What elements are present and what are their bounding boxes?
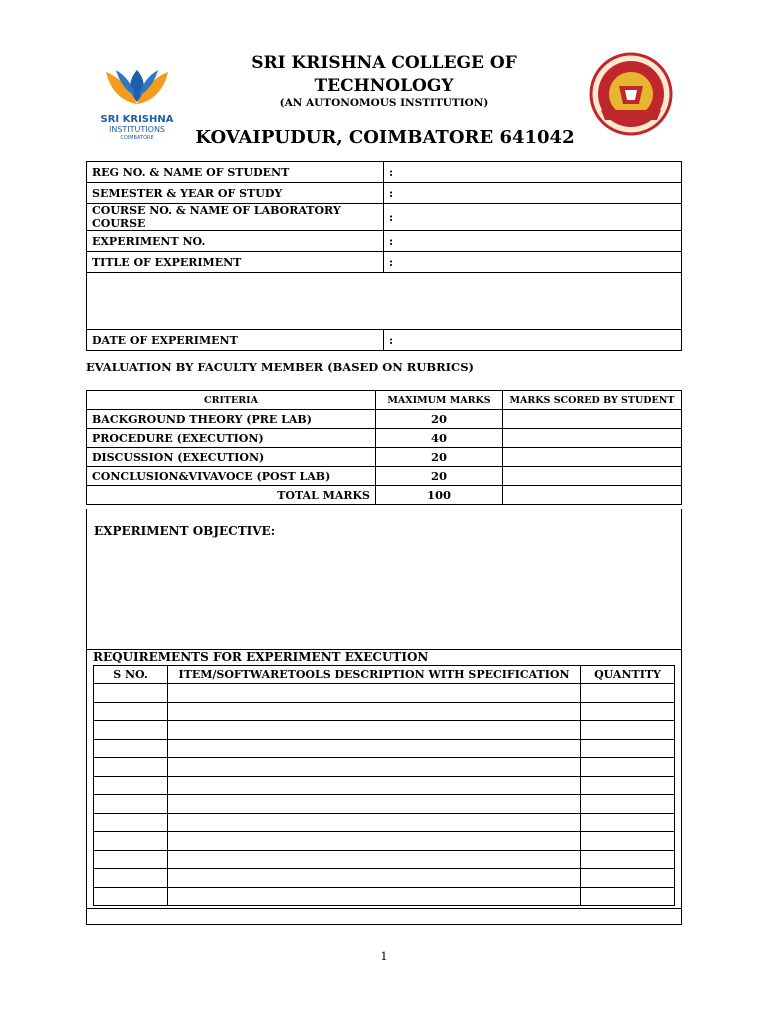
table-row [94, 813, 675, 832]
description-field[interactable] [168, 887, 581, 906]
page-number: 1 [380, 950, 388, 963]
max-marks-cell: 20 [376, 410, 503, 429]
criteria-cell: DISCUSSION (EXECUTION) [87, 448, 376, 467]
quantity-field[interactable] [581, 887, 675, 906]
table-row [94, 758, 675, 777]
table-row [94, 684, 675, 703]
info-label: TITLE OF EXPERIMENT [87, 252, 384, 273]
sno-field[interactable] [94, 887, 168, 906]
table-header-row [87, 391, 682, 410]
description-field[interactable] [168, 795, 581, 814]
sno-field[interactable] [94, 832, 168, 851]
sno-field[interactable] [94, 776, 168, 795]
description-field[interactable] [168, 739, 581, 758]
quantity-field[interactable] [581, 795, 675, 814]
college-name-line2: TECHNOLOGY [314, 76, 454, 96]
table-row [94, 739, 675, 758]
sno-field[interactable] [94, 869, 168, 888]
requirements-heading: REQUIREMENTS FOR EXPERIMENT EXECUTION [93, 650, 429, 664]
table-row [94, 850, 675, 869]
student-info-table [86, 161, 682, 351]
description-field[interactable] [168, 758, 581, 777]
description-field[interactable] [168, 684, 581, 703]
description-field[interactable] [168, 869, 581, 888]
requirements-bottom-divider [86, 908, 682, 909]
table-row [94, 702, 675, 721]
total-scored-field[interactable] [503, 486, 682, 505]
table-row [87, 231, 682, 252]
table-row [87, 467, 682, 486]
criteria-cell: PROCEDURE (EXECUTION) [87, 429, 376, 448]
sno-field[interactable] [94, 739, 168, 758]
info-value-field[interactable]: : [384, 162, 682, 183]
title-continuation-row [87, 273, 682, 330]
description-field[interactable] [168, 832, 581, 851]
college-name-line1: SRI KRISHNA COLLEGE OF [251, 53, 517, 73]
table-row [94, 776, 675, 795]
sno-field[interactable] [94, 850, 168, 869]
scored-marks-field[interactable] [503, 448, 682, 467]
quantity-field[interactable] [581, 850, 675, 869]
description-field[interactable] [168, 776, 581, 795]
info-value-field[interactable]: : [384, 330, 682, 351]
scored-marks-field[interactable] [503, 410, 682, 429]
table-row [87, 183, 682, 204]
description-field[interactable] [168, 702, 581, 721]
quantity-field[interactable] [581, 721, 675, 740]
table-header-row [94, 666, 675, 684]
table-row [87, 429, 682, 448]
total-marks-value: 100 [376, 486, 503, 505]
scored-marks-field[interactable] [503, 467, 682, 486]
info-label: REG NO. & NAME OF STUDENT [87, 162, 384, 183]
title-continuation-field[interactable] [87, 273, 682, 330]
evaluation-table [86, 390, 682, 505]
total-marks-label: TOTAL MARKS [87, 486, 376, 505]
description-field[interactable] [168, 813, 581, 832]
sno-field[interactable] [94, 758, 168, 777]
column-header: ITEM/SOFTWARETOOLS DESCRIPTION WITH SPECIFICATION [168, 666, 581, 684]
table-row [94, 887, 675, 906]
column-header: MAXIMUM MARKS [376, 391, 503, 410]
quantity-field[interactable] [581, 832, 675, 851]
logo-sub: INSTITUTIONS [108, 125, 166, 134]
quantity-field[interactable] [581, 869, 675, 888]
logo-name: SRI KRISHNA [100, 114, 174, 125]
info-value-field[interactable]: : [384, 252, 682, 273]
info-label: DATE OF EXPERIMENT [87, 330, 384, 351]
table-row [87, 410, 682, 429]
quantity-field[interactable] [581, 813, 675, 832]
quantity-field[interactable] [581, 758, 675, 777]
description-field[interactable] [168, 721, 581, 740]
objective-label: EXPERIMENT OBJECTIVE: [94, 524, 276, 538]
quantity-field[interactable] [581, 776, 675, 795]
college-seal [585, 52, 677, 140]
table-row [94, 795, 675, 814]
table-row [87, 162, 682, 183]
requirements-table [93, 665, 675, 906]
description-field[interactable] [168, 850, 581, 869]
table-row [87, 252, 682, 273]
table-row [94, 721, 675, 740]
quantity-field[interactable] [581, 739, 675, 758]
column-header: S NO. [94, 666, 168, 684]
max-marks-cell: 40 [376, 429, 503, 448]
scored-marks-field[interactable] [503, 429, 682, 448]
sno-field[interactable] [94, 684, 168, 703]
table-row [87, 448, 682, 467]
sno-field[interactable] [94, 702, 168, 721]
sno-field[interactable] [94, 795, 168, 814]
info-value-field[interactable]: : [384, 204, 682, 231]
quantity-field[interactable] [581, 702, 675, 721]
quantity-field[interactable] [581, 684, 675, 703]
info-label: COURSE NO. & NAME OF LABORATORY COURSE [87, 204, 384, 231]
max-marks-cell: 20 [376, 467, 503, 486]
column-header: CRITERIA [87, 391, 376, 410]
table-row [94, 869, 675, 888]
info-label: SEMESTER & YEAR OF STUDY [87, 183, 384, 204]
info-label: EXPERIMENT NO. [87, 231, 384, 252]
sno-field[interactable] [94, 813, 168, 832]
sri-krishna-institutions-logo [98, 62, 176, 142]
college-location: KOVAIPUDUR, COIMBATORE 641042 [195, 127, 575, 148]
evaluation-heading: EVALUATION BY FACULTY MEMBER (BASED ON RUBRICS) [86, 360, 474, 374]
table-row [94, 832, 675, 851]
info-value-field[interactable]: : [384, 183, 682, 204]
criteria-cell: CONCLUSION&VIVAVOCE (POST LAB) [87, 467, 376, 486]
column-header: QUANTITY [581, 666, 675, 684]
lotus-logo-icon [98, 62, 176, 142]
sno-field[interactable] [94, 721, 168, 740]
info-value-field[interactable]: : [384, 231, 682, 252]
column-header: MARKS SCORED BY STUDENT [503, 391, 682, 410]
table-row [87, 330, 682, 351]
autonomous-subtitle: (AN AUTONOMOUS INSTITUTION) [279, 97, 489, 109]
table-row [87, 204, 682, 231]
college-seal-icon [585, 52, 677, 140]
criteria-cell: BACKGROUND THEORY (PRE LAB) [87, 410, 376, 429]
logo-city: COIMBATORE [120, 135, 154, 141]
max-marks-cell: 20 [376, 448, 503, 467]
total-row [87, 486, 682, 505]
